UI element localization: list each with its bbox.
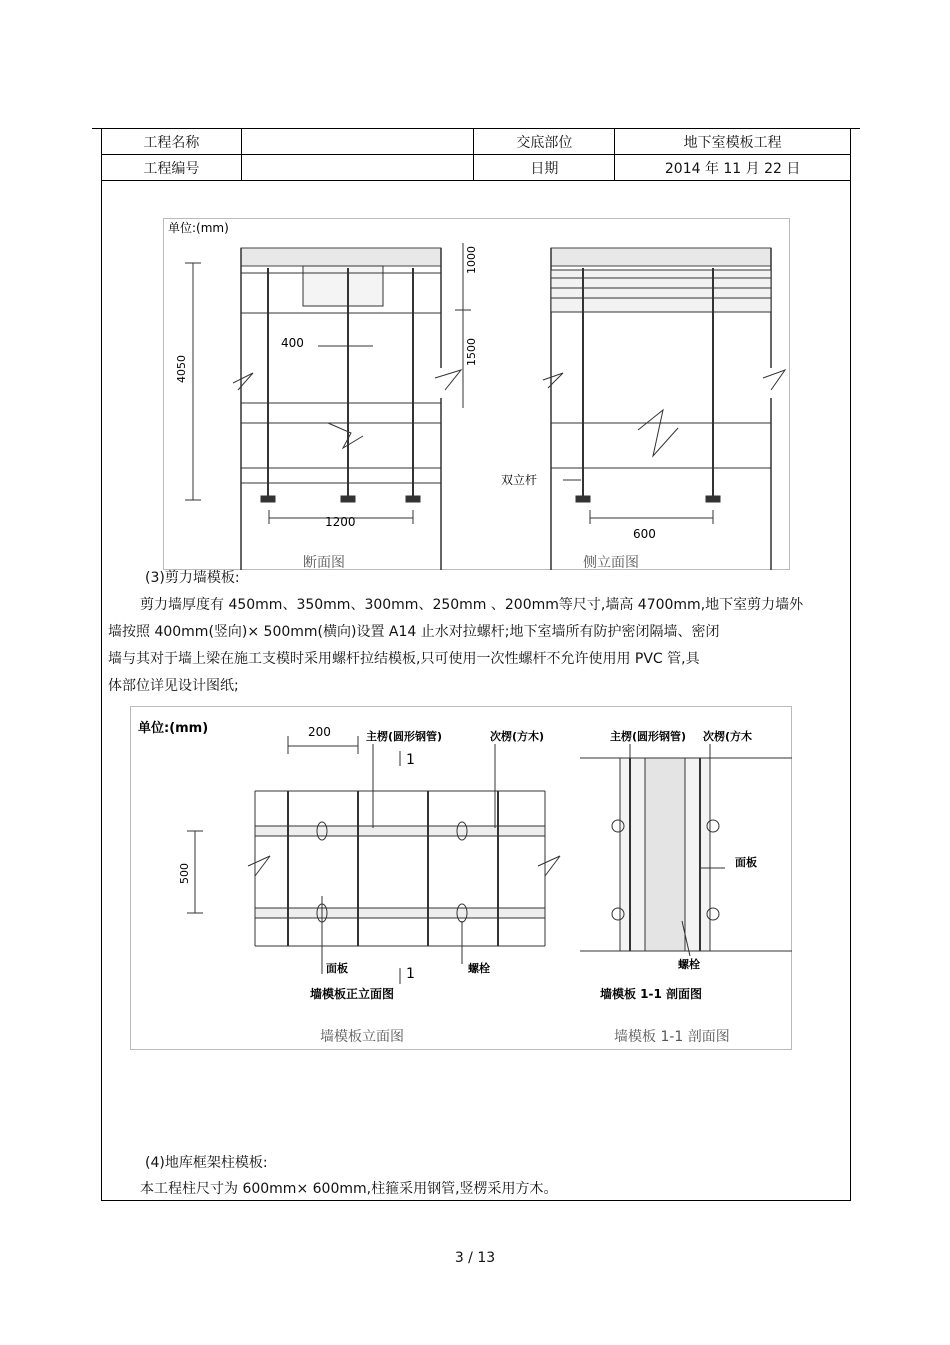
figure-scaffold <box>163 218 790 570</box>
slab <box>241 248 441 266</box>
dim-400: 400 <box>281 336 304 350</box>
section4-heading: (4)地库框架柱模板: <box>145 1155 268 1171</box>
date-label: 日期 <box>474 155 615 181</box>
wall-section-inner-title: 墙模板 1-1 剖面图 <box>600 987 703 1001</box>
wall-elevation-inner-title: 墙模板正立面图 <box>310 987 395 1001</box>
double-pole-label: 双立杆 <box>501 473 538 487</box>
section3-line-1: 剪力墙厚度有 450mm、350mm、300mm、250mm 、200mm等尺寸,墙高 4700mm,地下室剪力墙外 <box>140 597 804 613</box>
caption-wall-elevation: 墙模板立面图 <box>320 1029 404 1045</box>
section-mark-top: 1 <box>406 752 415 768</box>
dim-600: 600 <box>633 527 656 541</box>
bolt-label-right: 螺栓 <box>678 958 700 971</box>
dim-500: 500 <box>178 863 191 884</box>
section3-paragraph <box>108 592 838 700</box>
dim-1500: 1500 <box>465 338 478 366</box>
caption-section: 断面图 <box>303 555 345 570</box>
beam <box>303 266 383 306</box>
header-row-1 <box>102 129 851 155</box>
section3-line-4: 体部位详见设计图纸; <box>108 678 239 694</box>
side-elevation-view <box>543 248 785 570</box>
figure-wall-formwork-drawing <box>130 706 792 1050</box>
dim-1200: 1200 <box>325 515 356 529</box>
secondary-joist-label-right: 次楞(方木 <box>703 730 753 743</box>
handover-part-label: 交底部位 <box>474 129 615 155</box>
main-joist-label-right: 主楞(圆形钢管) <box>610 730 687 743</box>
unit-label: 单位:(mm) <box>168 221 229 235</box>
header-row-2 <box>102 155 851 181</box>
secondary-joist-label-left: 次楞(方木) <box>490 730 545 743</box>
figure-wall-formwork <box>130 706 792 1050</box>
project-name-label: 工程名称 <box>102 129 242 155</box>
project-no-value <box>241 155 474 181</box>
wall-elevation-view <box>187 736 560 984</box>
main-joist-label-left: 主楞(圆形钢管) <box>366 730 443 743</box>
caption-side: 侧立面图 <box>583 555 639 570</box>
panel-label-left: 面板 <box>326 962 348 975</box>
section-mark-bottom: 1 <box>406 966 415 982</box>
dim-1000: 1000 <box>465 246 478 274</box>
wall-section-view <box>580 744 792 956</box>
figure-scaffold-drawing <box>163 218 790 570</box>
section3-line-3: 墙与其对于墙上梁在施工支模时采用螺杆拉结模板,只可使用一次性螺杆不允许使用用 PVC 管,具 <box>108 651 700 667</box>
date-value: 2014 年 11 月 22 日 <box>615 155 851 181</box>
unit-label-2: 单位:(mm) <box>138 721 209 736</box>
bolt-label-left: 螺栓 <box>468 962 490 975</box>
dim-4050: 4050 <box>175 355 188 383</box>
caption-wall-section: 墙模板 1-1 剖面图 <box>614 1029 730 1045</box>
project-name-value <box>241 129 474 155</box>
section3-line-2: 墙按照 400mm(竖向)× 500mm(横向)设置 A14 止水对拉螺杆;地下室墙所有防护密闭隔墙、密闭 <box>108 624 720 640</box>
section3-heading: (3)剪力墙模板: <box>145 570 240 586</box>
page-number: 3 / 13 <box>454 1250 496 1266</box>
header-table <box>101 128 851 181</box>
handover-part-value: 地下室模板工程 <box>615 129 851 155</box>
panel-label-right: 面板 <box>735 856 757 869</box>
dim-200: 200 <box>308 725 331 739</box>
project-no-label: 工程编号 <box>102 155 242 181</box>
section4-line: 本工程柱尺寸为 600mm× 600mm,柱箍采用钢管,竖楞采用方木。 <box>140 1181 558 1197</box>
